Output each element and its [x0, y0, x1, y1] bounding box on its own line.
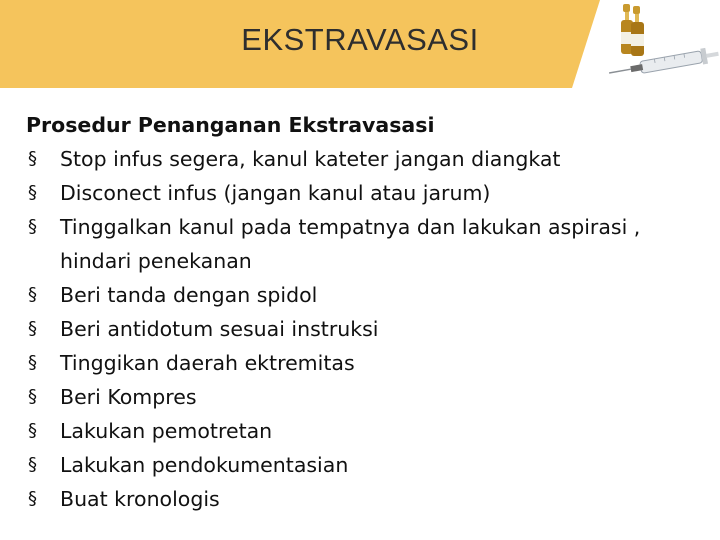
section-heading: Prosedur Penanganan Ekstravasasi: [26, 113, 435, 137]
list-item: [26, 482, 706, 516]
list-item-text: Lakukan pemotretan: [60, 419, 273, 443]
ampoule-syringe-image: [600, 0, 720, 90]
list-item: [26, 312, 706, 346]
list-item-text: Stop infus segera, kanul kateter jangan diangkat: [60, 147, 561, 171]
list-item: [26, 380, 706, 414]
bullet-icon: §: [28, 488, 37, 509]
list-item: [26, 448, 706, 482]
bullet-icon: §: [28, 352, 37, 373]
list-item: [26, 278, 706, 312]
list-item: [26, 414, 706, 448]
list-item: [26, 210, 706, 278]
bullet-icon: §: [28, 284, 37, 305]
list-item: [26, 176, 706, 210]
list-item-text: Beri antidotum sesuai instruksi: [60, 317, 379, 341]
list-item-text: Beri tanda dengan spidol: [60, 283, 318, 307]
bullet-icon: §: [28, 148, 37, 169]
bullet-icon: §: [28, 386, 37, 407]
slide-title: EKSTRAVASASI: [241, 22, 479, 57]
bullet-icon: §: [28, 216, 37, 237]
list-item-text: Buat kronologis: [60, 487, 220, 511]
list-item-text: Disconect infus (jangan kanul atau jarum): [60, 181, 491, 205]
bullet-icon: §: [28, 318, 37, 339]
list-item-text: Tinggalkan kanul pada tempatnya dan lakukan aspirasi , hindari penekanan: [60, 215, 641, 273]
slide-body: [26, 108, 706, 516]
bullet-icon: §: [28, 420, 37, 441]
bullet-icon: §: [28, 182, 37, 203]
list-item: [26, 346, 706, 380]
list-item-text: Lakukan pendokumentasian: [60, 453, 349, 477]
bullet-icon: §: [28, 454, 37, 475]
list-item-text: Beri Kompres: [60, 385, 197, 409]
procedure-list: [26, 142, 706, 516]
list-item: [26, 142, 706, 176]
list-item-text: Tinggikan daerah ektremitas: [60, 351, 355, 375]
